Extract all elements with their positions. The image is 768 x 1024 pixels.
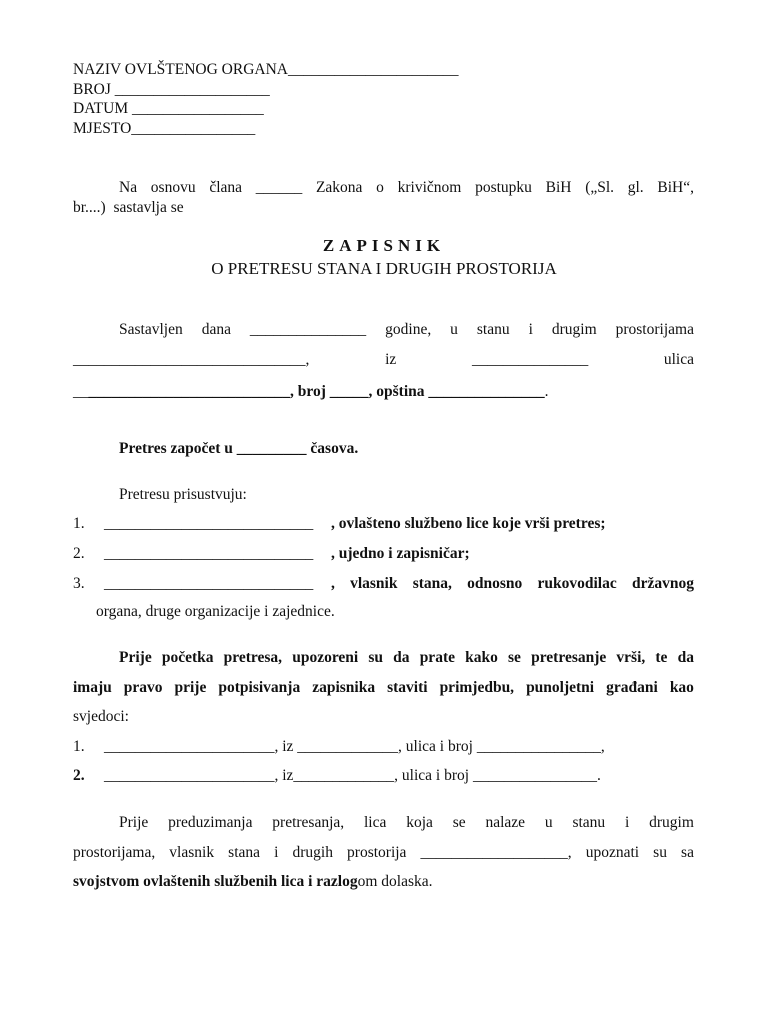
start-time-line: Pretres započet u _________ časova. <box>119 440 359 457</box>
witness-line-2: imaju pravo prije potpisivanja zapisnika staviti primjedbu, punoljetni građani kao <box>73 679 694 696</box>
present-item-3-blank: ___________________________ <box>104 575 314 592</box>
witness-line-3: svjedoci: <box>73 708 129 725</box>
witness-item-2: 2. ______________________, iz_____________, ulica i broj ________________. <box>73 767 601 784</box>
present-item-3-cont: organa, druge organizacije i zajednice. <box>96 603 335 620</box>
case-number-field: BROJ ____________________ <box>73 81 270 98</box>
place-field: MJESTO________________ <box>73 120 256 137</box>
info-line-2: prostorijama, vlasnik stana i drugih prostorija ___________________, upoznati su sa <box>73 844 694 861</box>
place-line-3: ____________________________, broj _____, opština _______________. <box>73 383 549 400</box>
intro-line-1: Na osnovu člana ______ Zakona o krivičnom postupku BiH („Sl. gl. BiH“, <box>119 179 694 196</box>
place-line-2: ______________________________, iz _______________ ulica <box>73 351 694 368</box>
present-item-1: 1. ___________________________ , ovlašteno službeno lice koje vrši pretres; <box>73 515 606 532</box>
place-line-1: Sastavljen dana _______________ godine, u stanu i drugim prostorijama <box>119 321 694 338</box>
info-line-1: Prije preduzimanja pretresanja, lica koja se nalaze u stanu i drugim <box>119 814 694 831</box>
present-label: Pretresu prisustvuju: <box>119 486 247 503</box>
present-item-3-num: 3. <box>73 575 85 592</box>
present-item-3-role: , vlasnik stana, odnosno rukovodilac državnog <box>331 575 694 592</box>
witness-item-1: 1. ______________________, iz _____________, ulica i broj ________________, <box>73 738 605 755</box>
witness-line-1: Prije početka pretresa, upozoreni su da prate kako se pretresanje vrši, te da <box>119 649 694 666</box>
organ-name-field: NAZIV OVLŠTENOG ORGANA______________________ <box>73 61 459 78</box>
info-line-3: svojstvom ovlaštenih službenih lica i razlogom dolaska. <box>73 873 433 890</box>
document-title: ZAPISNIK <box>322 236 446 255</box>
date-field: DATUM _________________ <box>73 100 264 117</box>
intro-line-2: br....) sastavlja se <box>73 199 184 216</box>
present-item-2: 2. ___________________________ , ujedno i zapisničar; <box>73 545 470 562</box>
document-subtitle: O PRETRESU STANA I DRUGIH PROSTORIJA <box>211 259 557 278</box>
